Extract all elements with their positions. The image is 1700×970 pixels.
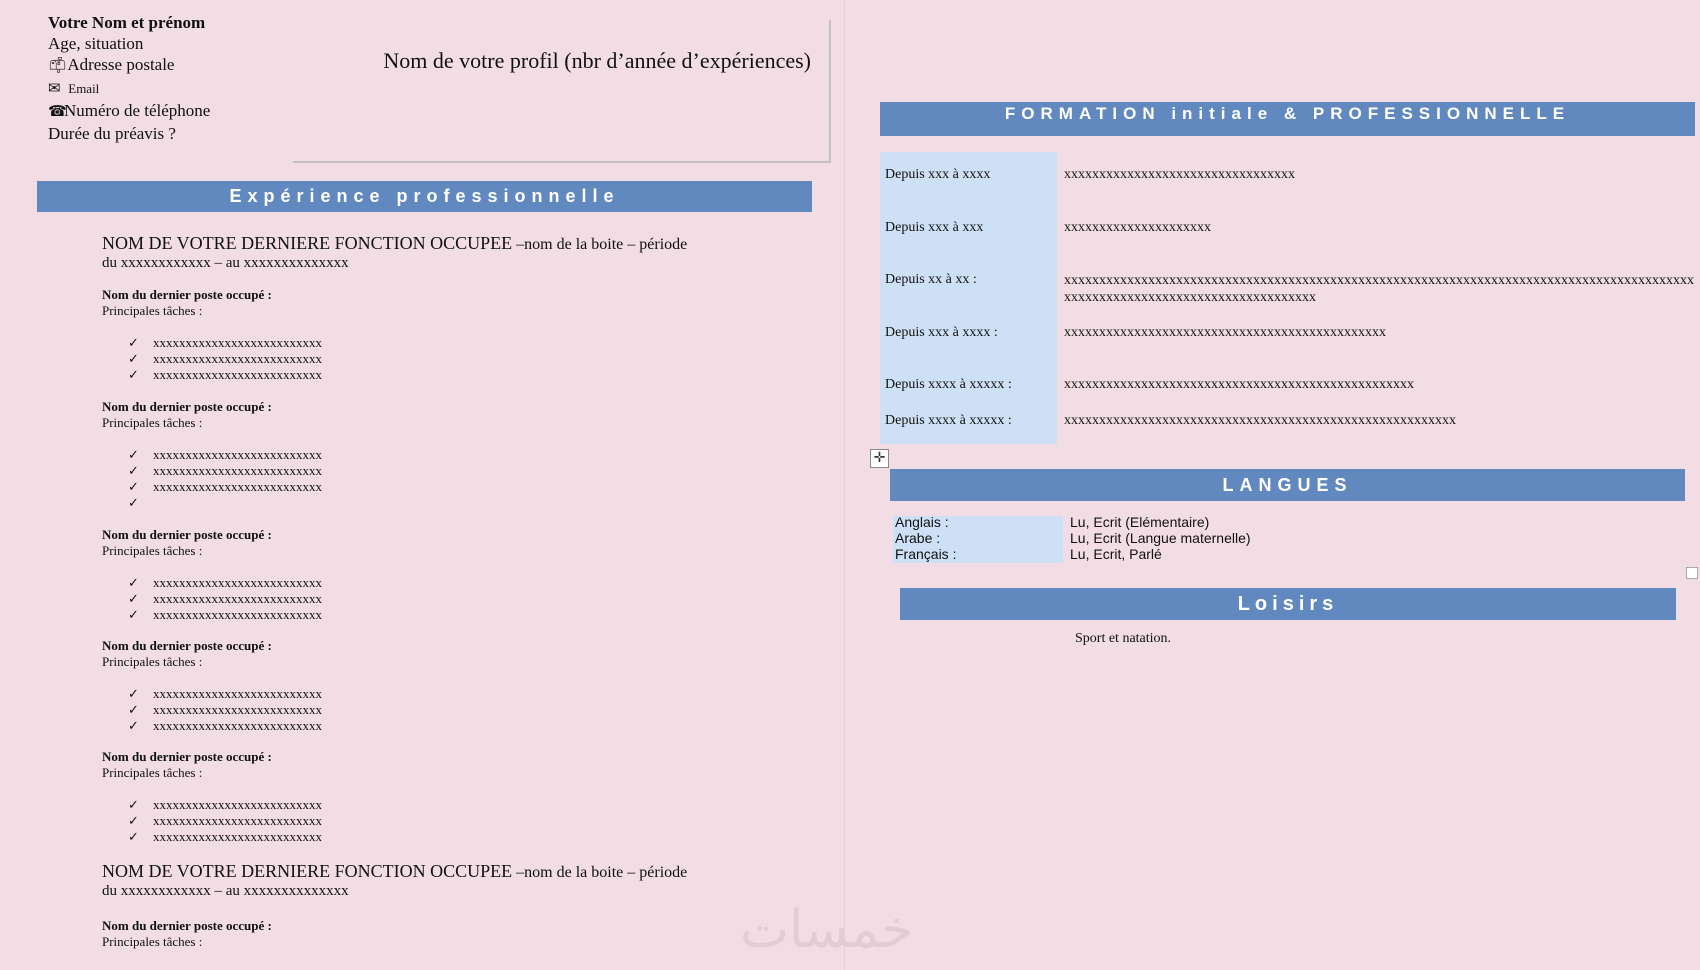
poste-label: Nom du dernier poste occupé : xyxy=(102,399,272,414)
taches-label: Principales tâches : xyxy=(102,415,203,430)
task-item: ✓ xxxxxxxxxxxxxxxxxxxxxxxxxx xyxy=(128,718,322,733)
table-resize-handle[interactable] xyxy=(1686,567,1698,579)
job-period: du xxxxxxxxxxxx – au xxxxxxxxxxxxxx xyxy=(102,883,349,899)
checkmark-icon: ✓ xyxy=(128,686,139,701)
section-header-experience: Expérience professionnelle xyxy=(37,181,812,212)
taches-label: Principales tâches : xyxy=(102,765,203,780)
position-block xyxy=(102,399,322,511)
checkmark-icon: ✓ xyxy=(128,351,139,366)
task-item: ✓ xxxxxxxxxxxxxxxxxxxxxxxxxx xyxy=(128,479,322,494)
task-list xyxy=(128,447,322,511)
formation-detail: xxxxxxxxxxxxxxxxxxxxxxxxxxxxxxxxxxxxxxxxxxxxxx xyxy=(1064,325,1386,340)
position-block xyxy=(102,749,322,845)
contact-address-line xyxy=(48,54,210,77)
task-list xyxy=(128,335,322,383)
checkmark-icon: ✓ xyxy=(128,829,139,844)
langue-level: Lu, Ecrit, Parlé xyxy=(1070,546,1162,562)
task-item: ✓ xxxxxxxxxxxxxxxxxxxxxxxxxx xyxy=(128,797,322,812)
checkmark-icon: ✓ xyxy=(128,463,139,478)
checkmark-icon: ✓ xyxy=(128,702,139,717)
langue-label: Anglais : xyxy=(895,514,949,530)
task-list xyxy=(128,797,322,845)
formation-date: Depuis xxx à xxxx : xyxy=(885,325,998,340)
poste-label: Nom du dernier poste occupé : xyxy=(102,749,272,764)
task-list xyxy=(128,575,322,623)
position-block xyxy=(102,287,322,383)
langue-level: Lu, Ecrit (Langue maternelle) xyxy=(1070,530,1251,546)
checkmark-icon: ✓ xyxy=(128,797,139,812)
poste-label: Nom du dernier poste occupé : xyxy=(102,287,272,302)
formation-date: Depuis xxxx à xxxxx : xyxy=(885,377,1012,392)
task-item: ✓ xxxxxxxxxxxxxxxxxxxxxxxxxx xyxy=(128,447,322,462)
formation-date: Depuis xxx à xxxx xyxy=(885,167,991,182)
formation-date: Depuis xxxx à xxxxx : xyxy=(885,413,1012,428)
checkmark-icon: ✓ xyxy=(128,575,139,590)
checkmark-icon: ✓ xyxy=(128,495,139,510)
contact-address: Adresse postale xyxy=(67,55,175,74)
task-item: ✓ xxxxxxxxxxxxxxxxxxxxxxxxxx xyxy=(128,351,322,366)
checkmark-icon: ✓ xyxy=(128,813,139,828)
contact-email-line xyxy=(48,77,210,100)
langue-label: Arabe : xyxy=(895,530,941,546)
mail-box-icon: 📫︎ xyxy=(48,58,68,74)
poste-label: Nom du dernier poste occupé : xyxy=(102,527,272,542)
contact-phone-line xyxy=(48,100,210,123)
task-item: ✓ xxxxxxxxxxxxxxxxxxxxxxxxxx xyxy=(128,829,322,844)
job-period: du xxxxxxxxxxxx – au xxxxxxxxxxxxxx xyxy=(102,255,349,271)
checkmark-icon: ✓ xyxy=(128,479,139,494)
task-item: ✓ xxxxxxxxxxxxxxxxxxxxxxxxxx xyxy=(128,335,322,350)
task-list xyxy=(128,686,322,734)
formation-date: Depuis xxx à xxx xyxy=(885,220,984,235)
formation-label-column xyxy=(880,152,1057,444)
telephone-icon: ☎ xyxy=(48,104,67,120)
task-item: ✓ xxxxxxxxxxxxxxxxxxxxxxxxxx xyxy=(128,463,322,478)
loisirs-text: Sport et natation. xyxy=(1075,631,1172,646)
task-item: ✓ xxxxxxxxxxxxxxxxxxxxxxxxxx xyxy=(128,686,322,701)
position-block xyxy=(102,918,272,950)
job-entry xyxy=(102,861,762,900)
checkmark-icon: ✓ xyxy=(128,607,139,622)
task-item: ✓ xxxxxxxxxxxxxxxxxxxxxxxxxx xyxy=(128,813,322,828)
task-item: ✓ xxxxxxxxxxxxxxxxxxxxxxxxxx xyxy=(128,607,322,622)
contact-age: Age, situation xyxy=(48,34,144,53)
poste-label: Nom du dernier poste occupé : xyxy=(102,918,272,933)
checkmark-icon: ✓ xyxy=(128,447,139,462)
contact-name: Votre Nom et prénom xyxy=(48,13,206,32)
position-block xyxy=(102,527,322,623)
table-move-handle-icon[interactable]: ✛ xyxy=(870,449,889,468)
poste-label: Nom du dernier poste occupé : xyxy=(102,638,272,653)
page-divider xyxy=(844,0,845,970)
formation-date: Depuis xx à xx : xyxy=(885,272,977,287)
checkmark-icon: ✓ xyxy=(128,718,139,733)
formation-detail: xxxxxxxxxxxxxxxxxxxxx xyxy=(1064,220,1211,235)
position-block xyxy=(102,638,322,734)
section-header-formation: FORMATION initiale & PROFESSIONNELLE xyxy=(880,102,1695,136)
section-header-langues: LANGUES xyxy=(890,469,1685,501)
contact-phone: Numéro de téléphone xyxy=(64,101,211,120)
formation-detail: xxxxxxxxxxxxxxxxxxxxxxxxxxxxxxxxx xyxy=(1064,167,1295,182)
langue-label: Français : xyxy=(895,546,957,562)
checkmark-icon: ✓ xyxy=(128,367,139,382)
envelope-icon: ✉ xyxy=(48,81,61,97)
watermark-logo: خمسات xyxy=(740,900,914,960)
task-item: ✓ xxxxxxxxxxxxxxxxxxxxxxxxxx xyxy=(128,575,322,590)
task-item xyxy=(128,495,322,511)
profile-textbox[interactable] xyxy=(293,20,831,163)
job-title: NOM DE VOTRE DERNIERE FONCTION OCCUPEE –nom de la boite – période xyxy=(102,861,688,881)
contact-block xyxy=(48,12,210,144)
formation-detail: xxxxxxxxxxxxxxxxxxxxxxxxxxxxxxxxxxxxxxxxxxxxxxxxxxxxxxxxxxxxxxxxxxxxxxxxxxxxxxxxxxxxxxxxxxxxxxxxxxxxxxxxxxxxxxxxxxxxxxxxxxxxxx xyxy=(1064,273,1694,305)
job-entry xyxy=(102,233,762,272)
taches-label: Principales tâches : xyxy=(102,654,203,669)
contact-notice: Durée du préavis ? xyxy=(48,124,176,143)
contact-email: Email xyxy=(68,81,100,96)
task-item: ✓ xxxxxxxxxxxxxxxxxxxxxxxxxx xyxy=(128,367,322,382)
taches-label: Principales tâches : xyxy=(102,303,203,318)
checkmark-icon: ✓ xyxy=(128,591,139,606)
taches-label: Principales tâches : xyxy=(102,543,203,558)
langue-level: Lu, Ecrit (Elémentaire) xyxy=(1070,514,1210,530)
profile-title: Nom de votre profil (nbr d’année d’expériences) xyxy=(383,48,811,73)
formation-detail: xxxxxxxxxxxxxxxxxxxxxxxxxxxxxxxxxxxxxxxxxxxxxxxxxx xyxy=(1064,377,1414,392)
task-item: ✓ xxxxxxxxxxxxxxxxxxxxxxxxxx xyxy=(128,591,322,606)
taches-label: Principales tâches : xyxy=(102,934,203,949)
task-item: ✓ xxxxxxxxxxxxxxxxxxxxxxxxxx xyxy=(128,702,322,717)
formation-detail: xxxxxxxxxxxxxxxxxxxxxxxxxxxxxxxxxxxxxxxxxxxxxxxxxxxxxxxx xyxy=(1064,413,1456,428)
job-title: NOM DE VOTRE DERNIERE FONCTION OCCUPEE –nom de la boite – période xyxy=(102,233,688,253)
checkmark-icon: ✓ xyxy=(128,335,139,350)
section-header-loisirs: Loisirs xyxy=(900,588,1676,620)
